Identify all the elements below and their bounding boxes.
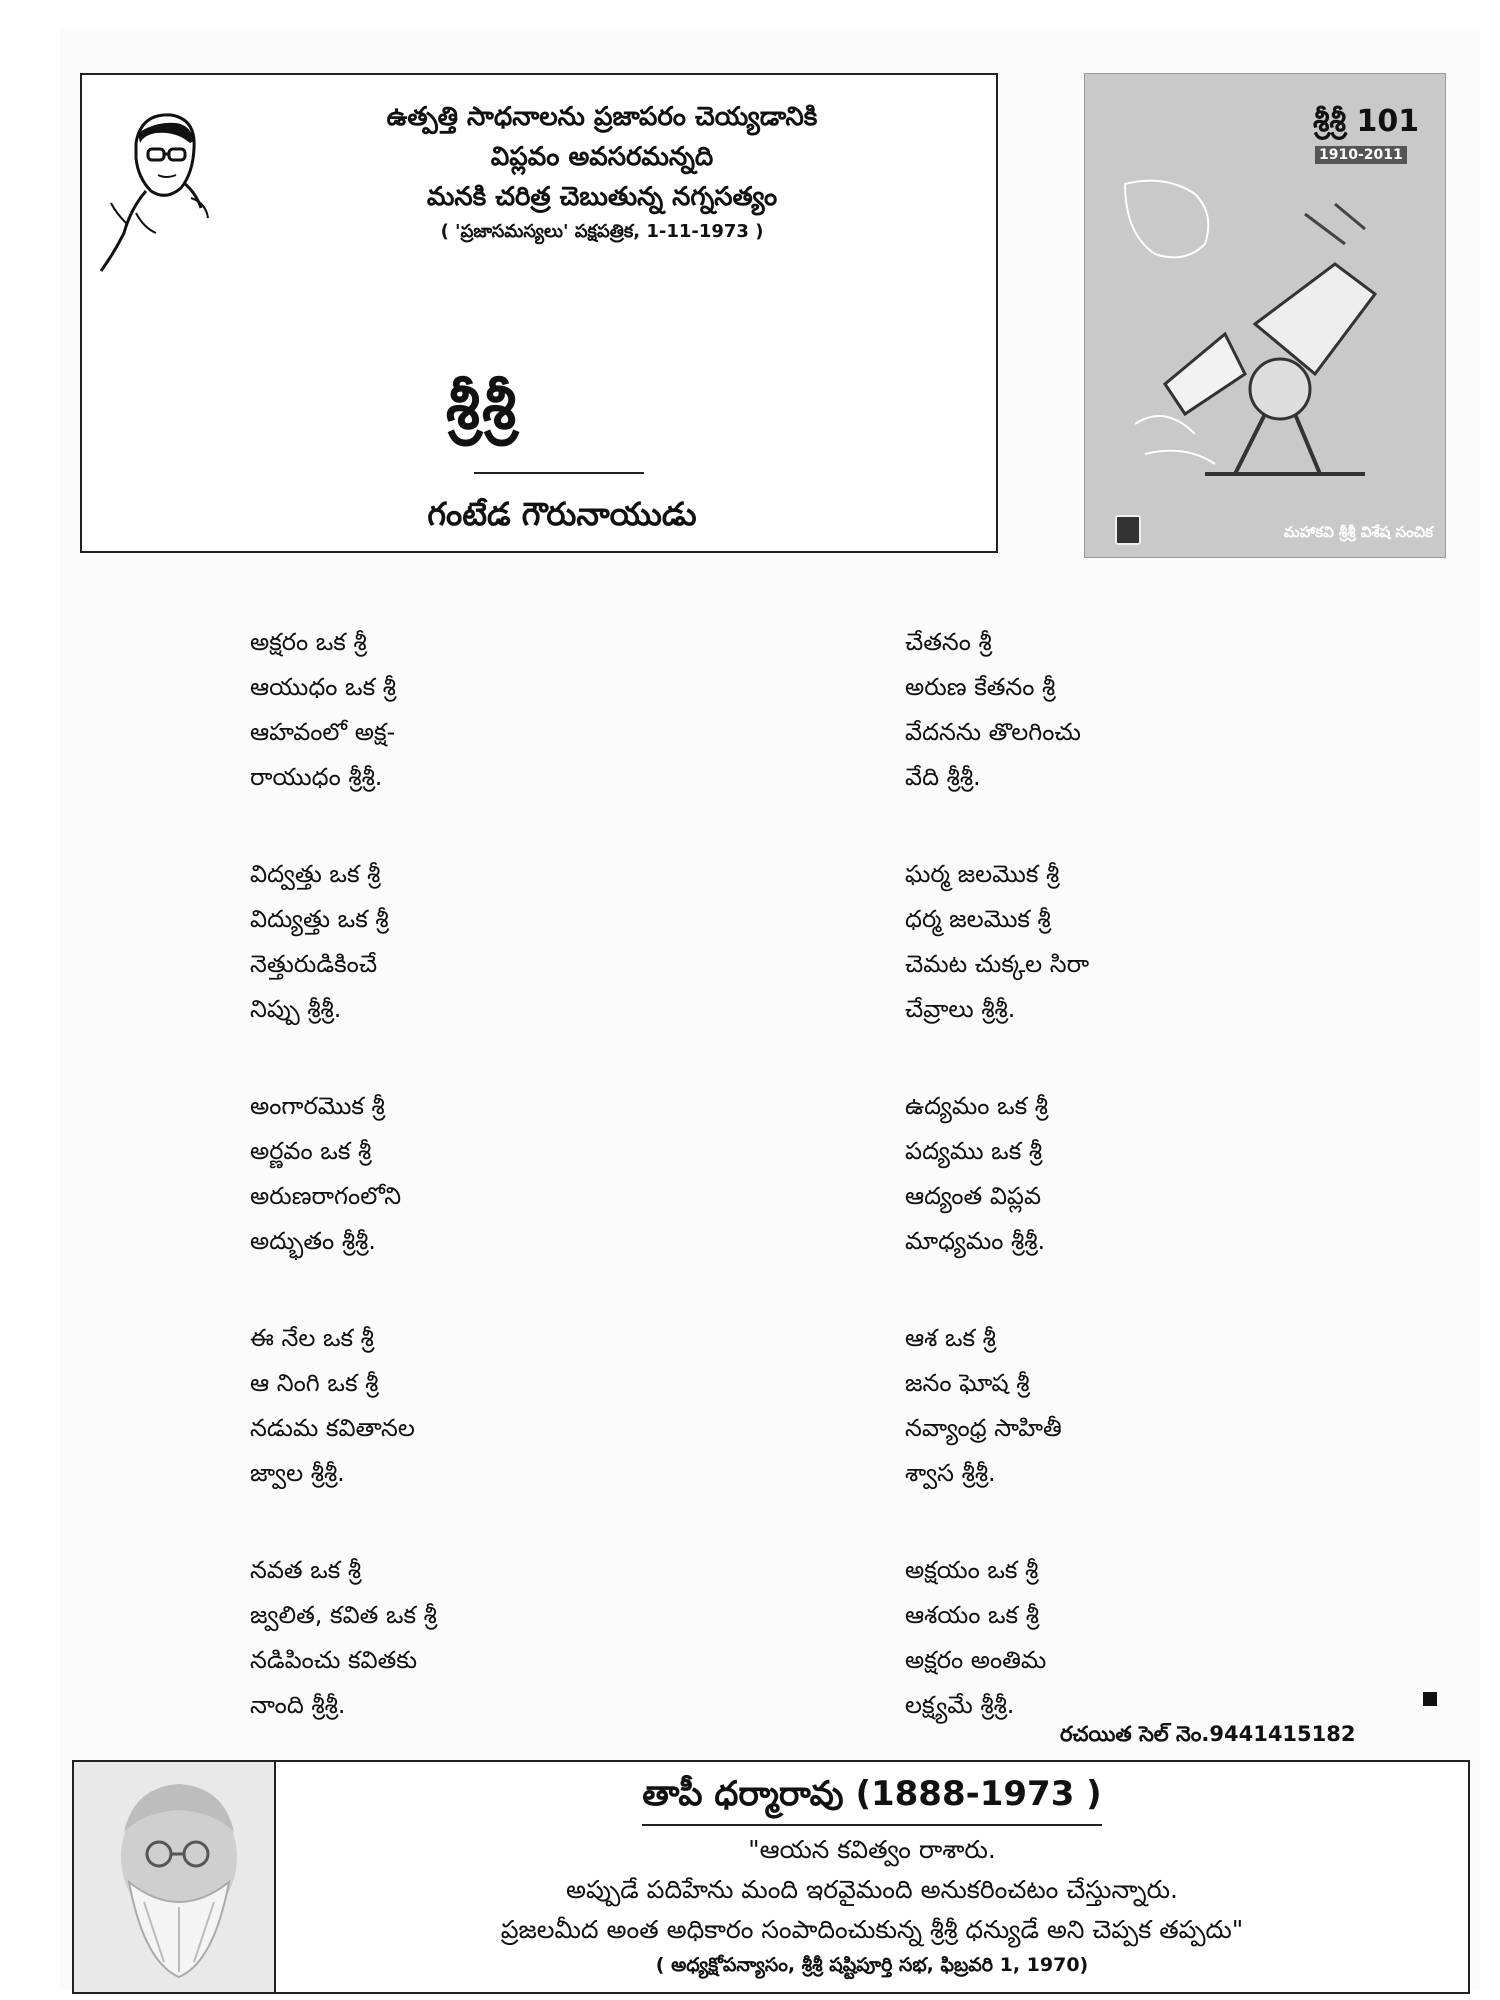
poem-line: చేతనం శ్రీ — [905, 628, 992, 656]
poem-line: నిప్పు శ్రీశ్రీ. — [250, 995, 342, 1023]
poem-line: వేది శ్రీశ్రీ. — [905, 763, 981, 791]
stanza — [905, 852, 1325, 1032]
poem-line: నాంది శ్రీశ్రీ. — [250, 1691, 346, 1719]
poem-line: అద్భుతం శ్రీశ్రీ. — [250, 1227, 376, 1255]
poem-line: నెత్తురుడికించే — [250, 950, 378, 978]
poem-line: నడిపించు కవితకు — [250, 1646, 418, 1674]
poem-line: అక్షరం అంతిమ — [905, 1646, 1047, 1674]
poem-line: విద్యుత్తు ఒక శ్రీ — [250, 905, 389, 933]
poem-line: అర్ణవం ఒక శ్రీ — [250, 1137, 372, 1165]
cover-years: 1910-2011 — [1315, 146, 1407, 164]
poem-line: పద్యము ఒక శ్రీ — [905, 1137, 1043, 1165]
poem-left-column — [250, 620, 670, 1780]
poem-line: జ్వాల శ్రీశ్రీ. — [250, 1459, 345, 1487]
poem-line: వేదనను తొలగించు — [905, 718, 1081, 746]
poem-line: నవత ఒక శ్రీ — [250, 1556, 362, 1584]
poem-line: చేవ్రాలు శ్రీశ్రీ. — [905, 995, 1016, 1023]
poem-line: ఈ నేల ఒక శ్రీ — [250, 1324, 374, 1352]
poem-line: చెమట చుక్కల సిరా — [905, 950, 1090, 978]
poem-line: నడుమ కవితానల — [250, 1414, 415, 1442]
poem-line: లక్ష్యమే శ్రీశ్రీ. — [905, 1691, 1015, 1719]
poem-line: ఆద్యంత విప్లవ — [905, 1182, 1042, 1210]
stanza — [905, 620, 1325, 800]
poem-line: అంగారమొక శ్రీ — [250, 1092, 385, 1120]
cover-artwork-icon — [1105, 174, 1425, 504]
poem-line: ధర్మ జలమొక శ్రీ — [905, 905, 1051, 933]
poem-line: అరుణ కేతనం శ్రీ — [905, 673, 1056, 701]
cover-footer: మహాకవి శ్రీశ్రీ విశేష సంచిక — [1283, 523, 1433, 541]
poem-line: ఘర్మ జలమొక శ్రీ — [905, 860, 1060, 888]
poem-line: అక్షరం ఒక శ్రీ — [250, 628, 367, 656]
poem-line: జనం ఘోష శ్రీ — [905, 1369, 1030, 1397]
portrait-sketch-icon — [96, 103, 216, 278]
footer-portrait-icon — [74, 1762, 274, 1992]
poem-line: జ్వలిత, కవిత ఒక శ్రీ — [250, 1601, 437, 1629]
poem-line: నవ్యాంధ్ర సాహితీ — [905, 1414, 1062, 1442]
footer-quote-line: "ఆయన కవిత్వం రాశారు. — [748, 1835, 996, 1864]
end-mark-icon — [1423, 1692, 1437, 1706]
poem-title: శ్రీశ్రీ — [445, 370, 519, 443]
footer-quote — [276, 1830, 1468, 1950]
stanza — [250, 1548, 670, 1728]
header-quote-line: మనకి చరిత్ర చెబుతున్న నగ్నసత్యం — [426, 182, 778, 212]
magazine-cover — [1084, 73, 1446, 558]
author-name: గంటేడ గౌరునాయుడు — [427, 495, 697, 533]
footer-source: ( అధ్యక్షోపన్యాసం, శ్రీశ్రీ షష్టిపూర్తి సభ, ఫిబ్రవరి 1, 1970) — [655, 1954, 1089, 1976]
stanza — [250, 852, 670, 1032]
stanza — [905, 1316, 1325, 1496]
footer-name: తాపీ ధర్మారావు (1888-1973 ) — [642, 1774, 1101, 1826]
header-box — [80, 73, 998, 553]
poem-line: విద్వత్తు ఒక శ్రీ — [250, 860, 381, 888]
header-quote-line: ఉత్పత్తి సాధనాలను ప్రజాపరం చెయ్యడానికి — [386, 102, 818, 132]
stanza — [250, 1316, 670, 1496]
poem-line: రాయుధం శ్రీశ్రీ. — [250, 763, 383, 791]
poem-line: ఆయుధం ఒక శ్రీ — [250, 673, 396, 701]
stanza — [905, 1548, 1325, 1728]
stanza — [905, 1084, 1325, 1264]
footer-box — [72, 1760, 1470, 1994]
title-divider — [474, 472, 644, 474]
footer-quote-line: ప్రజలమీద అంత అధికారం సంపాదించుకున్న శ్రీశ్రీ ధన్యుడే అని చెప్పక తప్పదు" — [500, 1915, 1244, 1944]
header-quote-source: ( 'ప్రజాసమస్యలు' పక్షపత్రిక, 1-11-1973 ) — [440, 221, 764, 242]
footer-text — [276, 1762, 1468, 1980]
stanza — [250, 620, 670, 800]
header-quote — [282, 97, 922, 247]
header-quote-line: విప్లవం అవసరమన్నది — [490, 142, 714, 172]
poem-line: ఉద్యమం ఒక శ్రీ — [905, 1092, 1049, 1120]
poem-right-column — [905, 620, 1325, 1780]
stanza — [250, 1084, 670, 1264]
poem-line: అక్షయం ఒక శ్రీ — [905, 1556, 1039, 1584]
author-contact: రచయిత సెల్ నెం.9441415182 — [1060, 1722, 1356, 1746]
poem-line: మాధ్యమం శ్రీశ్రీ. — [905, 1227, 1046, 1255]
poem-line: ఆశయం ఒక శ్రీ — [905, 1601, 1039, 1629]
poem-line: ఆ నింగి ఒక శ్రీ — [250, 1369, 379, 1397]
poem-line: శ్వాస శ్రీశ్రీ. — [905, 1459, 996, 1487]
cover-mark: శ్రీశ్రీ 101 — [1313, 104, 1420, 139]
footer-quote-line: అప్పుడే పదిహేను మంది ఇరవైమంది అనుకరించటం చేస్తున్నారు. — [565, 1875, 1178, 1904]
poem-line: అరుణరాగంలోని — [250, 1182, 402, 1210]
poem-line: ఆశ ఒక శ్రీ — [905, 1324, 996, 1352]
poem-line: ఆహవంలో అక్ష- — [250, 718, 396, 746]
footer-portrait — [74, 1762, 276, 1992]
